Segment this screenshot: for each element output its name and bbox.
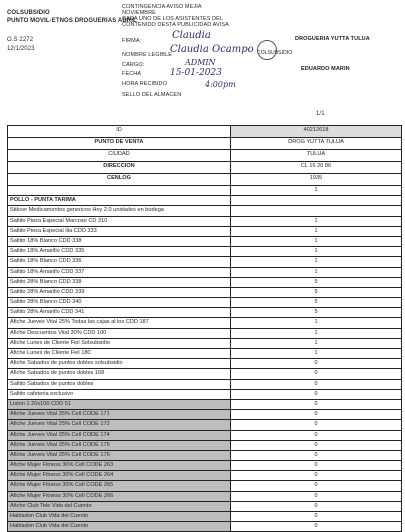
ciudad-label: CIUDAD <box>8 150 231 161</box>
direccion-value: CL 16 20 86 <box>231 162 402 173</box>
item-label: Saltito 28% Amarillo CDD 339 <box>8 288 231 297</box>
table-row <box>8 217 402 227</box>
item-quantity: 1 <box>231 339 402 348</box>
table-row <box>8 359 402 369</box>
table-row-id <box>8 126 402 138</box>
item-quantity: 1 <box>231 237 402 246</box>
table-row <box>8 522 402 532</box>
item-label: Saltito 28% Blanco CDD 340 <box>8 298 231 307</box>
item-quantity: 1 <box>231 268 402 277</box>
order-date: 12/1/2023 <box>7 46 35 52</box>
handwritten-name: Claudia Ocampo <box>170 44 254 55</box>
handwritten-cargo: ADMIN <box>185 58 216 67</box>
item-label: Afiche Lunes de Cliente Fiel 180 <box>8 349 231 358</box>
item-label: Saltito Sabados de puntos dobles <box>8 380 231 389</box>
item-label: Liston 1 20x100 CDD 51 <box>8 400 231 409</box>
label-nombre: NOMBRE LEGIBLE <box>122 52 172 58</box>
item-quantity: 5 <box>231 278 402 287</box>
notice-line: NOVIEMBRE <box>122 10 156 16</box>
company-name: COLSUBSIDIO <box>7 10 50 16</box>
notice-block <box>122 4 232 28</box>
item-label: Afiche Club Tele Vida del Cuento <box>8 502 231 511</box>
punto-value: DROG YUTTA TULUA <box>231 138 402 149</box>
label-fecha: FECHA <box>122 71 142 77</box>
table-row <box>8 339 402 349</box>
table-row <box>8 400 402 410</box>
cenlog-value: 1935 <box>231 174 402 185</box>
item-label: Saltito cafeteria exclusivo <box>8 390 231 399</box>
cenlog-label: CENLOG <box>8 174 231 185</box>
label-firma: FIRMA: <box>122 38 142 44</box>
page-number: 1/1 <box>316 111 325 117</box>
id-label: ID <box>8 126 231 137</box>
item-label: Afiche Jueves Vital 25% Cell CODE 171 <box>8 410 231 419</box>
item-quantity: 1 <box>231 257 402 266</box>
stamp-person-name: EDUARDO MARIN <box>301 66 350 72</box>
table-row <box>8 410 402 420</box>
item-label: Afiche Sabados de puntos dobles 168 <box>8 369 231 378</box>
item-label: Afiche Jueves Vital 25% Cell CODE 175 <box>8 441 231 450</box>
table-row <box>8 329 402 339</box>
item-quantity: 0 <box>231 410 402 419</box>
item-label: Saltito 28% Amarillo CDD 341 <box>8 308 231 317</box>
handwritten-signature: Claudia <box>172 30 211 41</box>
item-label: Afiche Jueves Vital 25% Todas las cajas al los CDD 187 <box>8 318 231 327</box>
item-label: Saltito 18% Blanco CDD 338 <box>8 237 231 246</box>
table-row <box>8 481 402 491</box>
item-label: Afiche Jueves Vital 25% Cell CODE 172 <box>8 420 231 429</box>
table-row-punto <box>8 138 402 150</box>
table-row <box>8 227 402 237</box>
table-row <box>8 502 402 512</box>
table-row <box>8 390 402 400</box>
item-quantity <box>231 206 402 215</box>
order-code: O.S 2272 <box>7 37 34 43</box>
label-cargo: CARGO: <box>122 62 145 68</box>
table-row <box>8 268 402 278</box>
item-quantity: 1 <box>231 227 402 236</box>
subtitle: PUNTO MOVIL-ETNOS DROGUERIAS ABRIL <box>7 18 137 24</box>
item-label: Afiche Sabados de puntos dobles solsubsidio <box>8 359 231 368</box>
table-row <box>8 318 402 328</box>
table-row <box>8 431 402 441</box>
item-label: Saltito 28% Blanco CDD 338 <box>8 278 231 287</box>
handwritten-time: 4:00pm <box>205 80 236 89</box>
item-quantity: 5 <box>231 288 402 297</box>
table-row <box>8 451 402 461</box>
item-quantity: 0 <box>231 441 402 450</box>
table-row-extra <box>8 186 402 196</box>
table-row <box>8 512 402 522</box>
item-quantity: 0 <box>231 431 402 440</box>
extra-value: 1 <box>231 186 402 195</box>
item-label: Saltito 18% Amarillo CDD 337 <box>8 268 231 277</box>
table-row <box>8 492 402 502</box>
item-quantity: 0 <box>231 512 402 521</box>
item-quantity: 1 <box>231 217 402 226</box>
item-quantity: 1 <box>231 329 402 338</box>
notice-line: CADA UNO DE LOS ASISTENTES DEL <box>122 16 224 22</box>
notice-line: CONTENIDO DESTA PUBLICIDAD AVISA <box>122 22 229 28</box>
item-quantity: 0 <box>231 502 402 511</box>
item-label: Afiche Descuentos Vital 30% CDD 100 <box>8 329 231 338</box>
table-row <box>8 349 402 359</box>
item-quantity: 1 <box>231 318 402 327</box>
id-value: 40212618 <box>231 126 402 137</box>
table-row <box>8 298 402 308</box>
table-row <box>8 247 402 257</box>
item-quantity: 0 <box>231 481 402 490</box>
item-label: Afiche Jueves Vital 25% Cell CODE 176 <box>8 451 231 460</box>
direccion-label: DIRECCION <box>8 162 231 173</box>
extra-label <box>8 186 231 195</box>
item-quantity: 0 <box>231 420 402 429</box>
item-quantity: 0 <box>231 451 402 460</box>
section-label: POLLO - PUNTA TARIMA <box>8 196 231 205</box>
item-quantity: 0 <box>231 492 402 501</box>
handwritten-date: 15-01-2023 <box>170 68 222 78</box>
item-label: Saltito Pieza Especial lila CDD 333 <box>8 227 231 236</box>
item-label: Saltito Pieza Especial Marcoso CD 310 <box>8 217 231 226</box>
item-quantity: 5 <box>231 298 402 307</box>
table-row-cenlog <box>8 174 402 186</box>
item-quantity: 0 <box>231 390 402 399</box>
stamp-store-name: DROGUERIA YUTTA TULUA <box>295 36 370 42</box>
table-row <box>8 420 402 430</box>
item-label: Habladon Club Vida del Cuento <box>8 512 231 521</box>
item-quantity: 1 <box>231 247 402 256</box>
item-quantity: 1 <box>231 349 402 358</box>
table-row <box>8 369 402 379</box>
stamp-logo-icon <box>257 40 277 60</box>
table-row <box>8 308 402 318</box>
item-label: Stikcer Medicamentos genericos Hoy 2.0 unidades en bodega <box>8 206 231 215</box>
item-quantity: 0 <box>231 471 402 480</box>
item-label: Saltito 18% Amarillo CDD 335 <box>8 247 231 256</box>
notice-line: CONTINGENCIA AVISO MEJIA <box>122 4 202 10</box>
item-label: Afiche Mujer Fitness 30% Cell CODE 266 <box>8 492 231 501</box>
item-label: Afiche Mujer Fitness 30% Cell CODE 265 <box>8 481 231 490</box>
item-quantity: 0 <box>231 461 402 470</box>
punto-label: PUNTO DE VENTA <box>8 138 231 149</box>
table-row <box>8 471 402 481</box>
section-value <box>231 196 402 205</box>
item-quantity: 0 <box>231 369 402 378</box>
table-row-ciudad <box>8 150 402 162</box>
item-label: Afiche Jueves Vital 25% Cell CODE 174 <box>8 431 231 440</box>
item-quantity: 0 <box>231 380 402 389</box>
label-hora: HORA RECIBIDO <box>122 81 168 87</box>
table-row <box>8 278 402 288</box>
table-row-section <box>8 196 402 206</box>
ciudad-value: TULUA <box>231 150 402 161</box>
label-sello: SELLO DEL ALMACEN <box>122 92 182 98</box>
table-row <box>8 441 402 451</box>
stamp-subtitle: COLSUBSIDIO <box>257 50 293 56</box>
table-row-direccion <box>8 162 402 174</box>
item-quantity: 0 <box>231 400 402 409</box>
item-quantity: 0 <box>231 522 402 531</box>
item-quantity: 5 <box>231 308 402 317</box>
item-label: Afiche Mujer Fitness 30% Cell CODE 264 <box>8 471 231 480</box>
item-label: Habladon Club Vida del Cuento <box>8 522 231 531</box>
item-label: Saltito 18% Blanco CDD 336 <box>8 257 231 266</box>
table-row <box>8 257 402 267</box>
item-quantity: 0 <box>231 359 402 368</box>
item-label: Afiche Lunes de Cliente Fiel Solsubsidio <box>8 339 231 348</box>
table-row <box>8 380 402 390</box>
item-label: Afiche Mujer Fitness 30% Cell CODE 263 <box>8 461 231 470</box>
table-row <box>8 461 402 471</box>
delivery-table <box>7 125 402 532</box>
table-row <box>8 237 402 247</box>
item-rows <box>8 206 402 532</box>
table-row <box>8 288 402 298</box>
table-row <box>8 206 402 216</box>
